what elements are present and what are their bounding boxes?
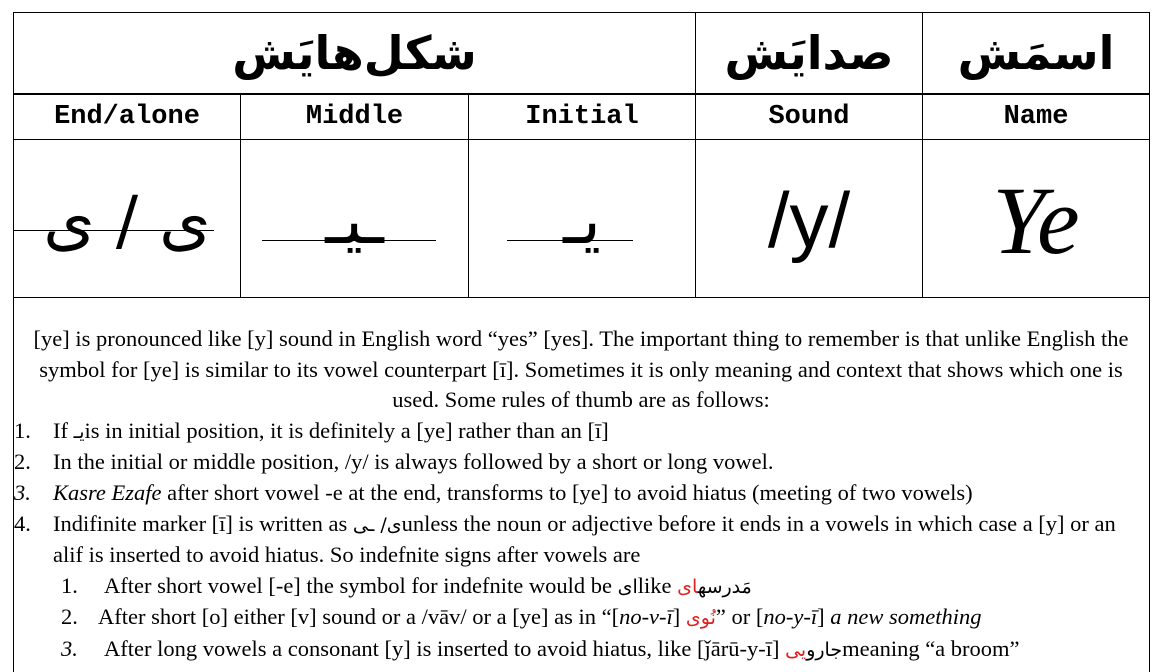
subrule-text-post: meaning “a broom” bbox=[842, 635, 1020, 661]
example-word: جارو bbox=[806, 638, 843, 661]
subrule-persian-example bbox=[785, 639, 842, 661]
subrule-text-mid: like bbox=[637, 572, 678, 598]
subrule-gloss: a new something bbox=[830, 604, 982, 630]
subrule-transliteration: no-v-ī bbox=[619, 604, 673, 630]
subrule-persian-example bbox=[677, 576, 752, 598]
intro-paragraph: [ye] is pronounced like [y] sound in English word “yes” [yes]. The important thing to remember is that unlike English the symbol for [ye] is similar to its vowel counterpart [ī]. Sometimes it is only meaning and context that shows which one is used. Some rules of thumb are as follows: bbox=[33, 326, 1129, 413]
letter-initial-form: یـ bbox=[563, 181, 601, 259]
subrule-number: 2. bbox=[61, 604, 78, 630]
explanation bbox=[14, 324, 1148, 666]
subrule-number: 1. bbox=[61, 572, 78, 598]
column-header-bottom-border bbox=[13, 139, 1150, 140]
letter-end-alone-form: ی / ی bbox=[43, 181, 211, 259]
example-word: مَدرسه bbox=[697, 575, 752, 598]
rule-item bbox=[14, 416, 1148, 448]
subrule-item bbox=[14, 602, 1148, 634]
example-suffix: یی bbox=[785, 638, 807, 661]
column-header-initial: Initial bbox=[525, 102, 639, 132]
subrule-text-pre: After long vowels a consonant [y] is inserted to avoid hiatus, like [ǰārū-y-ī] bbox=[104, 635, 786, 661]
subrule-persian-example: نُوی bbox=[685, 607, 716, 630]
name-header: اسمَش bbox=[957, 26, 1115, 80]
rule-text-post: unless the noun or adjective before it ends in a vowels in which case a [y] or an alif is inserted to avoid hiatus. So indefnite signs after vowels are bbox=[53, 510, 1116, 568]
subrule-text-pre: After short [o] either [v] sound or a /vāv/ or a [ye] as in “[ bbox=[98, 604, 620, 630]
table-right-border bbox=[1149, 12, 1150, 672]
rule-item bbox=[14, 509, 1148, 571]
rule-text: after short vowel -e at the end, transforms to [ye] to avoid hiatus (meeting of two vowels) bbox=[161, 479, 973, 505]
letter-name: Ye bbox=[992, 166, 1080, 274]
sound-header: صدایَش bbox=[724, 26, 894, 80]
subrule-text-post: ” or [ bbox=[715, 604, 764, 630]
subrule-number: 3. bbox=[61, 635, 78, 661]
subrule-item bbox=[14, 634, 1148, 666]
column-header-end-alone: End/alone bbox=[54, 102, 200, 132]
rule-item bbox=[14, 478, 1148, 509]
subrule-text-post2: ] bbox=[817, 604, 831, 630]
rule-text-pre: Indifinite marker [ī] is written as bbox=[53, 510, 353, 536]
letter-sound: /y/ bbox=[767, 175, 851, 264]
rule-persian-glyph: ی/ ـی bbox=[352, 513, 402, 536]
rule-persian-glyph: یـ bbox=[73, 420, 85, 443]
column-header-middle: Middle bbox=[305, 102, 404, 132]
example-suffix: ای bbox=[677, 575, 698, 598]
letter-middle-form: ـیـ bbox=[325, 181, 384, 259]
rule-text: In the initial or middle position, /y/ is always followed by a short or long vowel. bbox=[53, 449, 774, 475]
subrule-item bbox=[14, 571, 1148, 603]
subrule-transliteration: no-y-ī bbox=[763, 604, 818, 630]
subrule-text-pre: After short vowel [-e] the symbol for indefnite would be bbox=[104, 572, 618, 598]
rule-number: 3. bbox=[14, 479, 31, 505]
column-header-sound: Sound bbox=[768, 102, 850, 132]
column-header-name: Name bbox=[1003, 102, 1069, 132]
rule-number: 4. bbox=[14, 510, 31, 536]
glyph-row-bottom-border bbox=[13, 297, 1150, 298]
rule-term-italic: Kasre Ezafe bbox=[53, 479, 162, 505]
rule-text-post: is in initial position, it is definitely a [ye] rather than an [ī] bbox=[84, 417, 609, 443]
rule-number: 1. bbox=[14, 417, 31, 443]
rule-text-pre: If bbox=[53, 417, 74, 443]
subrule-text-mid: ] bbox=[672, 604, 686, 630]
shapes-header: شکل‌هایَش bbox=[232, 26, 477, 80]
subrule-persian-glyph: ای bbox=[617, 575, 638, 598]
rule-number: 2. bbox=[14, 449, 31, 475]
rule-item bbox=[14, 447, 1148, 478]
